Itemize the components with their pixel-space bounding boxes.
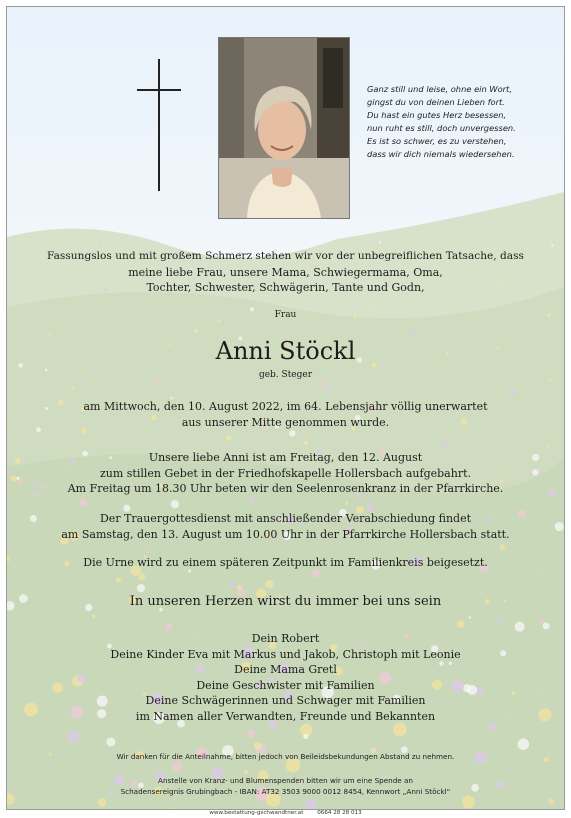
mourner-line: Dein Robert: [251, 632, 320, 645]
salutation: Frau: [274, 310, 297, 320]
donation-note: [7, 775, 564, 797]
poem-line: dass wir dich niemals wiedersehen.: [367, 149, 515, 159]
mourner-line: Deine Geschwister mit Familien: [196, 678, 375, 692]
service-info: [7, 511, 564, 542]
service-line: am Samstag, den 13. August um 10.00 Uhr in der Pfarrkirche Hollersbach statt.: [61, 527, 510, 541]
birth-name: geb. Steger: [258, 370, 313, 380]
motto: In unseren Herzen wirst du immer bei uns sein: [129, 594, 442, 609]
intro-line: Tochter, Schwester, Schwägerin, Tante und Godn,: [146, 281, 425, 295]
donation-line: Anstelle von Kranz- und Blumenspenden bitten wir um eine Spende an: [158, 776, 413, 785]
service-line: Der Trauergottesdienst mit anschließender Verabschiedung findet: [99, 512, 472, 525]
poem-line: Du hast ein gutes Herz besessen,: [367, 110, 507, 120]
mourner-line: Deine Kinder Eva mit Markus und Jakob, Christoph mit Leonie: [110, 647, 461, 661]
poem-line: Ganz still und leise, ohne ein Wort,: [367, 84, 512, 94]
urn-info: Die Urne wird zu einem späteren Zeitpunkt im Familienkreis beigesetzt.: [83, 556, 488, 569]
phone-number: 0664 28 28 013: [317, 810, 362, 816]
mourner-line: im Namen aller Verwandten, Freunde und Bekannten: [135, 709, 436, 723]
poem-line: Es ist so schwer, es zu verstehen,: [367, 136, 507, 146]
poem: [367, 83, 557, 161]
mourners-list: [7, 631, 564, 725]
laid-out-line: zum stillen Gebet in der Friedhofskapelle Hollersbach aufgebahrt.: [99, 466, 472, 480]
intro-line: meine liebe Frau, unsere Mama, Schwiegermama, Oma,: [128, 265, 443, 279]
death-line: am Mittwoch, den 10. August 2022, im 64. Lebensjahr völlig unerwartet: [83, 400, 488, 413]
thanks-note: Wir danken für die Anteilnahme, bitten jedoch von Beileidsbekundungen Abstand zu nehmen.: [116, 752, 455, 761]
deceased-name: Anni Stöckl: [215, 337, 356, 365]
death-line: aus unserer Mitte genommen wurde.: [181, 415, 390, 429]
intro-line: Fassungslos und mit großem Schmerz stehen wir vor der unbegreiflichen Tatsache, dass: [46, 250, 524, 262]
parte-card: [6, 6, 565, 810]
poem-line: gingst du von deinen Lieben fort.: [367, 97, 505, 107]
portrait-photo: [218, 37, 350, 219]
donation-line: Schadensereignis Grubingbach - IBAN: AT32 3503 9000 0012 8454, Kennwort „Anni Stöckl“: [120, 787, 451, 796]
death-announcement: [7, 399, 564, 430]
laid-out-line: Unsere liebe Anni ist am Freitag, den 12. August: [148, 451, 423, 464]
cross-icon: [137, 59, 181, 191]
laid-out-line: Am Freitag um 18.30 Uhr beten wir den Seelenrosenkranz in der Pfarrkirche.: [67, 482, 504, 496]
intro-text: [7, 249, 564, 296]
poem-line: nun ruht es still, doch unvergessen.: [367, 123, 516, 133]
mourner-line: Deine Schwägerinnen und Schwager mit Familien: [145, 694, 426, 708]
laid-out-info: [7, 450, 564, 497]
website-link[interactable]: www.bestattung-gschwandtner.at: [209, 810, 304, 816]
footer: [0, 810, 571, 816]
mourner-line: Deine Mama Gretl: [234, 663, 337, 677]
